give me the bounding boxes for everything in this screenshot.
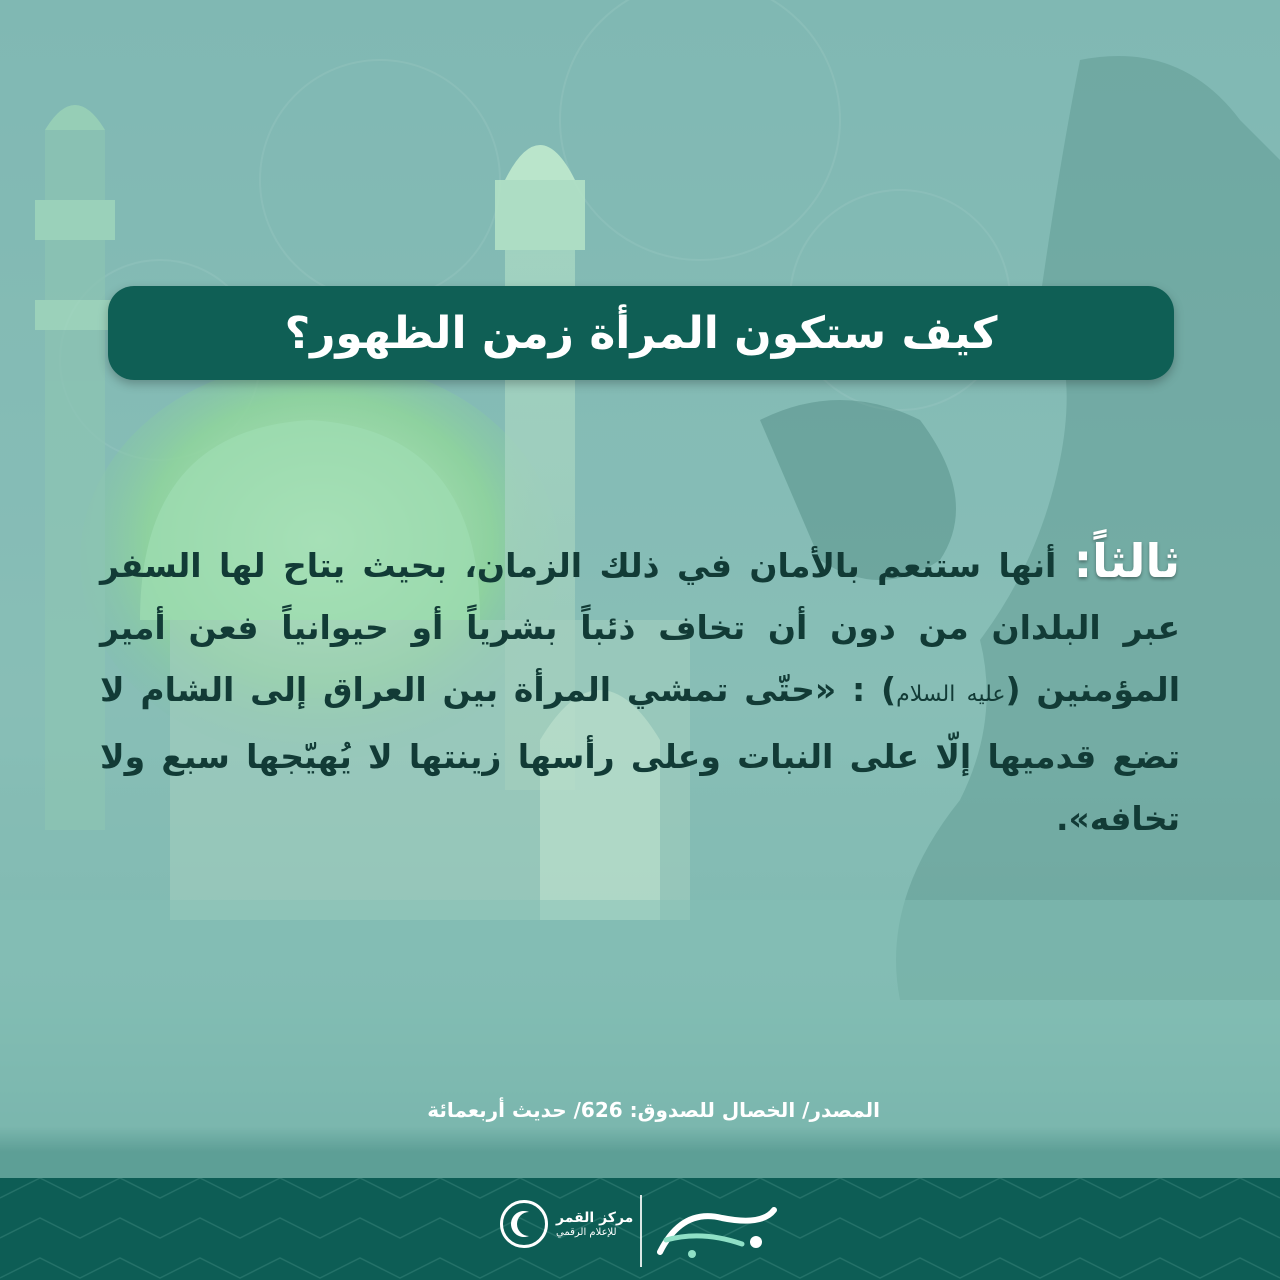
body-text-part-1: أنها ستنعم بالأمان في ذلك الزمان، بحيث يتاح لها السفر عبر البلدان من دون أن تخاف ذئباً بشرياً أو حيوانياً فعن أمير المؤمنين ( [100,546,1180,709]
qamar-center-logo [500,1200,633,1248]
qamar-emblem-icon [500,1200,548,1248]
point-heading: ثالثاً: [1073,534,1180,588]
taamolat-mahdawiya-logo [652,1200,782,1262]
qamar-logo-subtitle: للإعلام الرقمي [556,1226,617,1238]
honorific-glyph: عليه السلام [896,682,1006,707]
page-title: كيف ستكون المرأة زمن الظهور؟ [284,307,998,359]
qamar-logo-text [556,1210,633,1239]
qamar-logo-name: مركز القمر [556,1209,634,1226]
body-paragraph [100,530,1180,850]
source-citation: المصدر/ الخصال للصدوق: 626/ حديث أربعمائة [427,1098,880,1122]
footer-divider [640,1195,642,1267]
body-text-part-2: ) : «حتّى تمشي المرأة بين العراق إلى الشام لا تضع قدميها إلّا على النبات وعلى رأسها زينتها لا يُهيّجها سبع ولا تخافه». [100,670,1180,838]
crescent-mark [507,1207,541,1241]
title-banner [108,286,1174,380]
